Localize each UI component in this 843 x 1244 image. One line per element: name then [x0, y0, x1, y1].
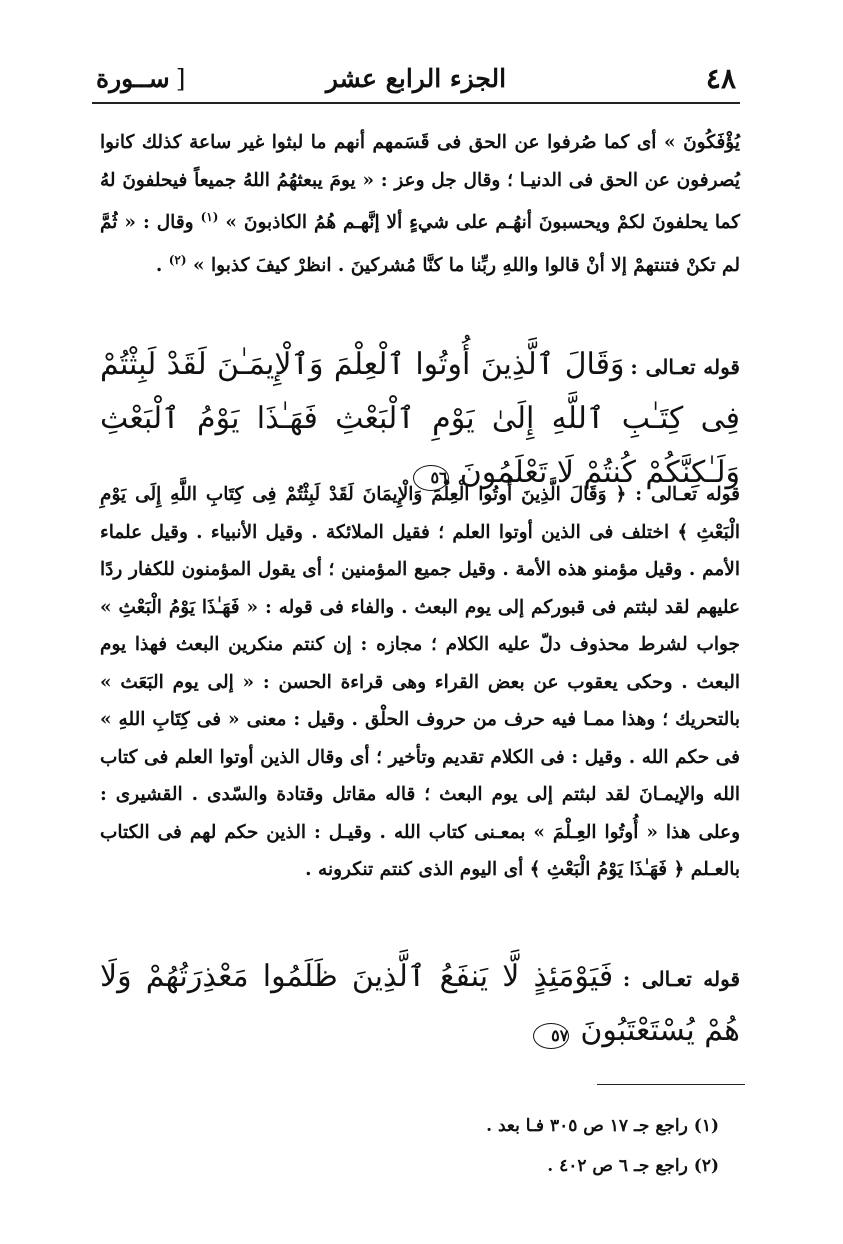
page-number: ٤٨	[705, 62, 736, 95]
footnote-divider	[597, 1084, 745, 1085]
footnote-2: (٢) راجع جـ ٦ ص ٤٠٢ .	[547, 1156, 719, 1176]
verse-text: وَقَالَ ٱلَّذِينَ أُوتُوا ٱلْعِلْمَ وَٱلْإِيمَـٰنَ لَقَدْ لَبِثْتُمْ فِى كِتَـٰبِ ٱللَّهِ إِلَىٰ يَوْمِ ٱلْبَعْثِ فَهَـٰذَا يَوْمُ ٱلْبَعْثِ وَلَـٰكِنَّكُمْ كُنتُمْ لَا تَعْلَمُونَ	[100, 347, 740, 490]
commentary-text-end: .	[155, 254, 163, 276]
surah-label	[96, 64, 185, 93]
commentary-section-1	[100, 124, 740, 284]
footnote-1: (١) راجع جـ ١٧ ص ٣٠٥ فـا بعد .	[486, 1116, 719, 1136]
quran-verse-57	[100, 952, 740, 1060]
footnote-marker-2: (٢)	[168, 252, 187, 267]
commentary-text-cont: وقال : « ثُمَّ لم تكنْ فتنتهمْ إلا أنْ قالوا واللهِ ربِّنا ما كنَّا مُشركينَ . انظرْ كيفَ كذبوا »	[100, 212, 740, 276]
verse-intro: قوله تعـالى :	[630, 355, 740, 379]
commentary-text: يُؤْفَكُونَ » أى كما صُرفوا عن الحق فى قَسَمهم أنهم ما لبثوا غير ساعة كذلك كانوا يُصرفون عن الحق فى الدنيـا ؛ وقال جل وعز : « يومَ يبعثهُمُ اللهُ جميعاً فيحلفونَ لهُ كما يحلفونَ لكمْ ويحسبونَ أنهُـم على شيءٍ ألا إنَّهـم هُمُ الكاذبونَ »	[100, 132, 740, 234]
verse-intro: قوله تعـالى :	[622, 967, 741, 991]
surah-bracket: [	[175, 64, 186, 93]
ayah-number-badge: ٥٧	[533, 1023, 569, 1049]
footnote-marker-1: (١)	[200, 210, 219, 224]
commentary-paragraph	[100, 124, 740, 284]
surah-label-text: ســورة	[96, 64, 170, 93]
verse-text: فَيَوْمَئِذٍ لَّا يَنفَعُ ٱلَّذِينَ ظَلَمُوا مَعْذِرَتُهُمْ وَلَا هُمْ يُسْتَعْتَبُونَ	[100, 959, 740, 1048]
footnotes	[299, 1106, 719, 1186]
page-header	[92, 58, 740, 104]
commentary-section-2	[100, 476, 740, 889]
commentary-paragraph: قوله تعـالى : ﴿ وَقَالَ الَّذِينَ أُوتُوا الْعِلْمَ وَالْإِيمَانَ لَقَدْ لَبِثْتُمْ فِى كِتَابِ اللَّهِ إِلَى يَوْمِ الْبَعْثِ ﴾ اختلف فى الذين أوتوا العلم ؛ فقيل الملائكة . وقيل الأنبياء . وقيل علماء الأمم . وقيل مؤمنو هذه الأمة . وقيل جميع المؤمنين ؛ أى يقول المؤمنون للكفار ردًا عليهم لقد لبثتم فى قبوركم إلى يوم البعث . والفاء فى قوله : « فَهَـٰذَا يَوْمُ الْبَعْثِ » جواب لشرط محذوف دلّ عليه الكلام ؛ مجازه : إن كنتم منكرين البعث فهذا يوم البعث . وحكى يعقوب عن بعض القراء وهى قراءة الحسن : « إلى يوم البَعَث » بالتحريك ؛ وهذا ممـا فيه حرف من حروف الحلْق . وقيل : معنى « فى كِتَابِ اللهِ » فى حكم الله . وقيل : فى الكلام تقديم وتأخير ؛ أى وقال الذين أوتوا العلم فى كتاب الله والإيمـانَ لقد لبثتم إلى يوم البعث ؛ قاله مقاتل وقتادة والسّدى . القشيرى : وعلى هذا « أُوتُوا العِـلْمَ » بمعـنى كتاب الله . وقيـل : الذين حكم لهم فى الكتاب بالعـلم ﴿ فَهَـٰذَا يَوْمُ الْبَعْثِ ﴾ أى اليوم الذى كنتم تنكرونه .	[100, 484, 740, 880]
running-title: الجزء الرابع عشر	[325, 64, 507, 93]
ayah-number-badge: ٥٦	[413, 465, 449, 491]
